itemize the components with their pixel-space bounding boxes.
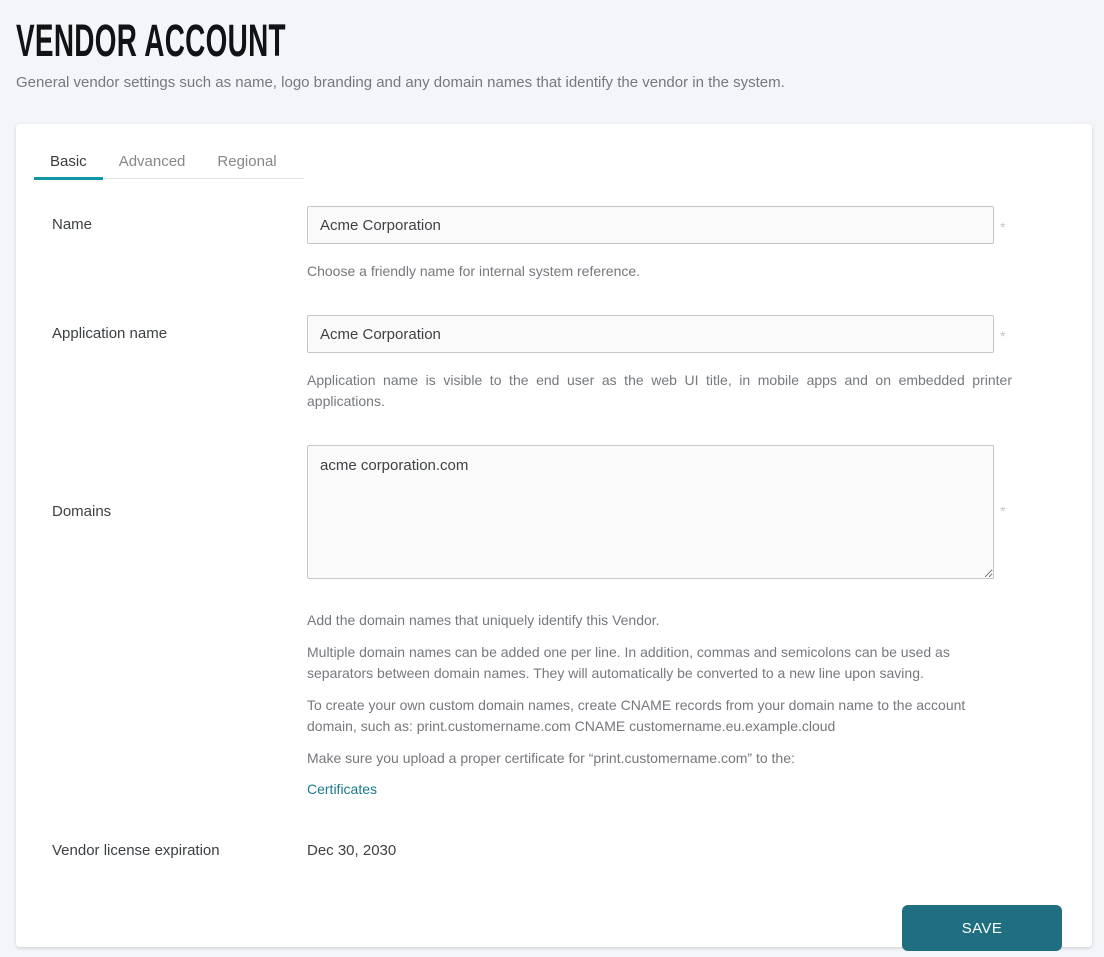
- application-name-input[interactable]: [307, 315, 994, 353]
- domains-helper-separators: Multiple domain names can be added one per line. In addition, commas and semicolons can be used as separators between domain names. They will automatically be converted to a new line upon saving.: [307, 644, 950, 681]
- vendor-form: [34, 179, 1074, 859]
- application-name-required-marker: *: [1000, 328, 1006, 344]
- certificates-link[interactable]: Certificates: [307, 781, 378, 797]
- name-row: [52, 206, 1074, 282]
- license-expiration-label: Vendor license expiration: [52, 842, 220, 859]
- domains-label: Domains: [52, 503, 112, 520]
- name-helper-text: Choose a friendly name for internal system reference.: [307, 263, 641, 279]
- tab-basic[interactable]: [34, 146, 103, 180]
- application-name-helper-text: Application name is visible to the end user as the web UI title, in mobile apps and on embedded printer applications.: [307, 372, 1012, 409]
- page-title: [16, 16, 1088, 68]
- name-input[interactable]: [307, 206, 994, 244]
- domains-required-marker: *: [1000, 503, 1006, 519]
- application-name-row: [52, 315, 1074, 412]
- license-expiration-value: Dec 30, 2030: [307, 842, 397, 859]
- domains-row: [52, 445, 1074, 799]
- tab-advanced-label: Advanced: [118, 153, 186, 170]
- save-button[interactable]: SAVE: [902, 905, 1062, 951]
- settings-card: [16, 124, 1092, 947]
- tab-regional-label: Regional: [217, 153, 277, 170]
- domains-helper-certificate: Make sure you upload a proper certificate for “print.customername.com” to the:: [307, 750, 795, 766]
- card-footer: [34, 905, 1074, 951]
- page-title-text: VENDOR ACCOUNT: [16, 15, 286, 66]
- domains-helper-cname: To create your own custom domain names, create CNAME records from your domain name to the account domain, such as: print.customername.com CNAME customername.eu.example.cloud: [307, 697, 966, 734]
- domains-textarea[interactable]: [307, 445, 994, 579]
- tab-basic-label: Basic: [50, 153, 87, 170]
- license-expiration-row: [52, 832, 1074, 859]
- tab-bar: [34, 146, 304, 179]
- name-required-marker: *: [1000, 219, 1006, 235]
- name-label: Name: [52, 216, 93, 233]
- tab-regional[interactable]: [201, 146, 292, 180]
- tab-advanced[interactable]: [103, 146, 202, 180]
- application-name-label: Application name: [52, 325, 168, 342]
- page-subtitle: General vendor settings such as name, logo branding and any domain names that identify the vendor in the system.: [16, 74, 785, 91]
- domains-helper-identify: Add the domain names that uniquely identify this Vendor.: [307, 612, 660, 628]
